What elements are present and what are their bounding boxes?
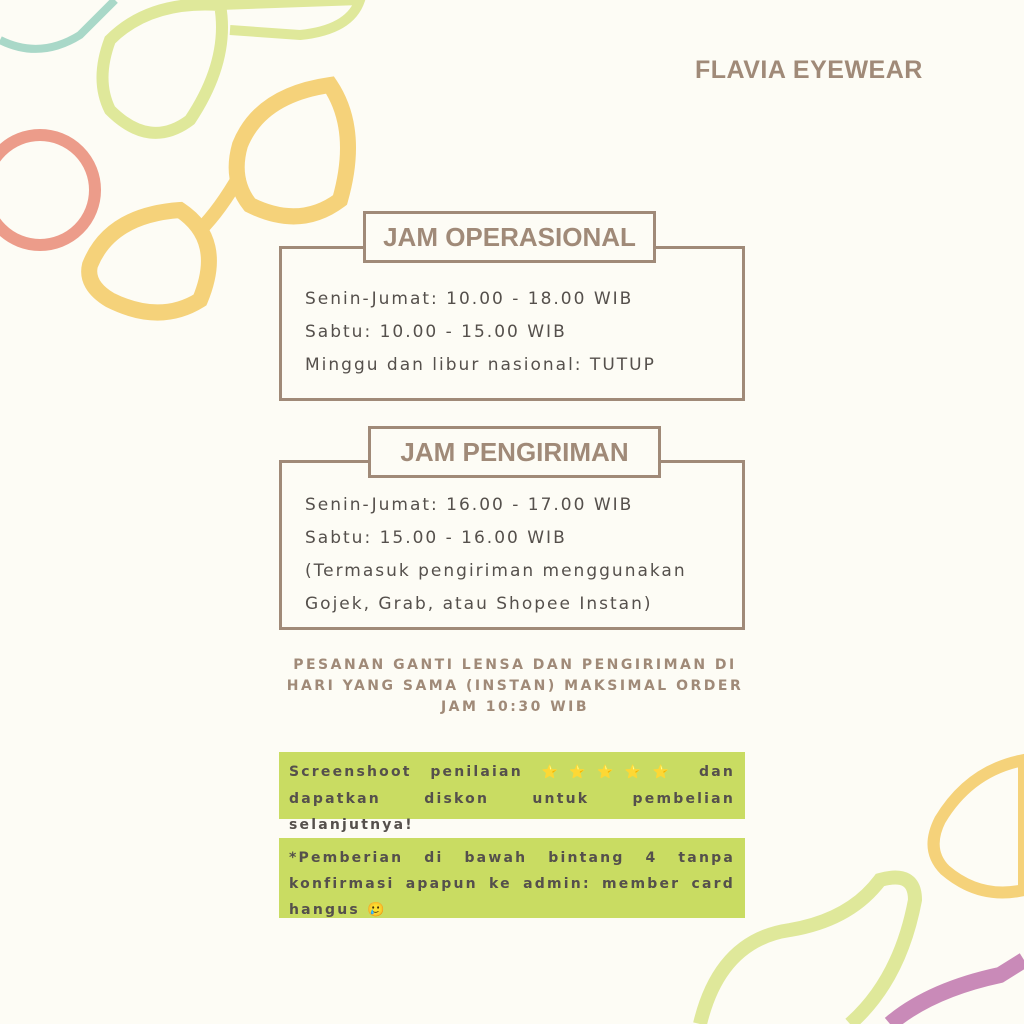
operational-hours-title: JAM OPERASIONAL bbox=[363, 211, 656, 263]
brand-title: FLAVIA EYEWEAR bbox=[695, 56, 923, 84]
hours-line: Minggu dan libur nasional: TUTUP bbox=[305, 355, 656, 375]
promo-text-before: Screenshoot penilaian bbox=[289, 764, 523, 780]
delivery-hours-title: JAM PENGIRIMAN bbox=[368, 426, 661, 478]
delivery-hours-box bbox=[279, 460, 745, 630]
hours-line: Sabtu: 10.00 - 15.00 WIB bbox=[305, 322, 567, 342]
delivery-line: Gojek, Grab, atau Shopee Instan) bbox=[305, 594, 653, 614]
tear-smile-emoji-icon: 🥲 bbox=[366, 902, 387, 918]
warning-text: *Pemberian di bawah bintang 4 tanpa konfirmasi apapun ke admin: member card hangus bbox=[289, 850, 735, 918]
order-cutoff-note: PESANAN GANTI LENSA DAN PENGIRIMAN DI HARI YANG SAMA (INSTAN) MAKSIMAL ORDER JAM 10:30 WIB bbox=[286, 657, 744, 715]
operational-hours-box bbox=[279, 246, 745, 401]
star-rating-icon: ⭐⭐⭐⭐⭐ bbox=[541, 765, 681, 780]
promo-banner bbox=[279, 752, 745, 833]
promo-text-after: dan dapatkan diskon untuk pembelian selanjutnya! bbox=[289, 764, 736, 833]
hours-line: Senin-Jumat: 10.00 - 18.00 WIB bbox=[305, 289, 634, 309]
delivery-line: Sabtu: 15.00 - 16.00 WIB bbox=[305, 528, 567, 548]
delivery-line: (Termasuk pengiriman menggunakan bbox=[305, 561, 687, 581]
delivery-line: Senin-Jumat: 16.00 - 17.00 WIB bbox=[305, 495, 634, 515]
warning-banner bbox=[279, 838, 745, 918]
